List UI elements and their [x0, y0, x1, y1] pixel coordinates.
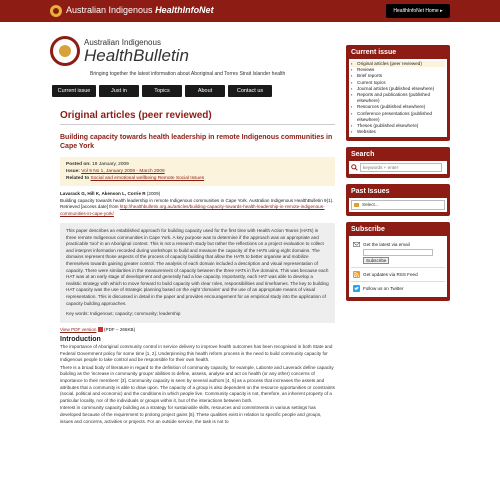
twitter-row[interactable]: [351, 282, 445, 295]
dropdown-icon: [354, 203, 359, 207]
rss-row[interactable]: [351, 268, 445, 282]
posted-label: Posted on:: [66, 162, 91, 167]
email-icon: [353, 241, 360, 248]
citation: [60, 191, 335, 217]
ci-item-journal-articles[interactable]: ▪ Journal articles (published elsewhere): [351, 86, 445, 92]
brand-line2: HealthBulletin: [84, 46, 189, 65]
issue-link[interactable]: Vol 9 No 1, January 2009 - March 2009: [81, 169, 165, 174]
ci-item-reviews[interactable]: ▪ Reviews: [351, 67, 445, 73]
subscribe-heading: Subscribe: [351, 226, 385, 234]
twitter-label: Follow us on Twitter: [363, 286, 404, 292]
ci-item-current-topics[interactable]: ▪ Current topics: [351, 80, 445, 86]
related-label: Related to: [66, 176, 90, 181]
search-heading: Search: [351, 151, 375, 159]
page-title: Original articles (peer reviewed): [60, 110, 335, 125]
search-icon[interactable]: [351, 164, 358, 171]
rss-icon: [353, 271, 360, 278]
site-title[interactable]: Australian Indigenous HealthInfoNet: [66, 5, 214, 15]
pdf-size: (PDF – 266KB): [104, 326, 136, 332]
bulletin-logo-icon: [50, 36, 80, 66]
citation-year: (2009): [146, 191, 161, 196]
pdf-link[interactable]: View PDF version: [60, 326, 97, 332]
article-meta: [60, 157, 335, 186]
current-issue-box: [346, 45, 450, 141]
email-subscribe-row: [351, 238, 445, 268]
main-nav: [52, 85, 272, 97]
current-issue-heading: Current issue: [351, 49, 397, 56]
ci-item-original-articles[interactable]: ▪ Original articles (peer reviewed): [351, 61, 445, 67]
healthinfonet-logo-icon[interactable]: [50, 5, 62, 17]
healthinfonet-home-button[interactable]: HealthInfoNet Home ▸: [386, 4, 450, 18]
search-input[interactable]: [360, 163, 442, 172]
nav-topics[interactable]: Topics: [142, 85, 182, 97]
subscribe-box: [346, 222, 450, 301]
ci-item-reports[interactable]: ▪ Reports and publications (published elsewhere): [351, 92, 445, 104]
keywords: Key words: Indigenous; capacity; community; leadership: [66, 311, 181, 317]
ci-item-resources[interactable]: ▪ Resources (published elsewhere): [351, 104, 445, 110]
citation-text: Building capacity towards health leadership in remote Indigenous communities in Cape York. Australian Indigenous HealthBulletin 9(1). Retrieved [access date] from: [60, 197, 334, 209]
issue-label: Issue:: [66, 169, 80, 174]
ci-item-theses[interactable]: ▪ Theses (published elsewhere): [351, 123, 445, 129]
intro-heading: Introduction: [60, 336, 101, 343]
rss-label: Get updates via RSS Feed: [363, 272, 418, 278]
citation-url-link[interactable]: http://healthbulletin.org.au/articles/building-capacity-towards-health-leadership-in-remote-indigenous-communities-in-cape-york/: [60, 204, 325, 216]
sidebar: [346, 45, 450, 307]
article-title: Building capacity towards health leadership in remote Indigenous communities in Cape York: [60, 134, 333, 150]
nav-contact-us[interactable]: Contact us: [228, 85, 272, 97]
current-issue-list: [351, 61, 445, 135]
top-bar: [0, 0, 500, 22]
tagline: Bringing together the latest information about Aboriginal and Torres Strait Islander health: [90, 71, 286, 77]
nav-current-issue[interactable]: Current issue: [52, 85, 96, 97]
brand-line1: Australian Indigenous: [84, 38, 161, 47]
abstract: [60, 223, 335, 323]
abstract-text: This paper describes an established approach for building capacity used for the first time with Health Action Teams (HATs) in three remote Indigenous communities in Cape York. A key purpose was to determine if the approach was an appropriate and practicable 'tool' in an Aboriginal context. This is not a research study but rather the reflections on a project evaluation to collect and interpret information recorded during workshops to build and measure the capacity of the HATs using eight domains. The domains represent those aspects of the process of capacity building that allow the HATs to better organise and mobilize themselves towards gaining greater control. The analysis of each domain included a description and visual representation of capacity. There were similarities in the measurement of capacity between the three HATs in five domains. This was because each HAT was at an early stage of development and generally had a low capacity. Importantly, each HAT was able to develop a realistic strategy with which to move forward to build capacity with clear roles, responsibilities and timeframes. The key to building HAT capacity was the use of strategic planning based on the eight 'domains' and the use of an appropriate means of visual representation. This is discussed in detail in the paper and provides encouragement for an empirical study into the application of capacity building approaches.: [66, 228, 329, 306]
nav-about[interactable]: About: [185, 85, 225, 97]
subscribe-button[interactable]: Subscribe: [363, 257, 389, 264]
email-label: Get the latest via email: [363, 242, 410, 248]
twitter-icon: [353, 285, 360, 292]
intro-paragraph: There is a broad body of literature in regard to the definition of community capacity, for example, Labonte and Laverack define capacity building as the 'increase in community groups' abilities to define, assess, analyse and act on health (or any other) concerns of importance to their members' [3]. Community capacity is seen by several authors [4, 5] as a process that increases the assets and attributes that a community is able to draw upon. The capacity of a group is also dependent on the resource opportunities or constraints (social, political and economic) and the conditions in which people live. Community capacity is not, therefore, an inherent property of a particular locality, nor of the individuals or groups within it, but of the interactions between both.: [60, 364, 335, 403]
past-issues-select[interactable]: [351, 200, 445, 210]
related-link[interactable]: Social and emotional wellbeing Remote Social Issues: [90, 176, 205, 181]
citation-authors: Lavarack G, Hill K, Akenson L, Corrie R: [60, 191, 146, 196]
past-issues-select-value: Select...: [362, 202, 379, 208]
ci-item-brief-reports[interactable]: ▪ Brief reports: [351, 73, 445, 79]
pdf-row: [60, 327, 335, 332]
intro-paragraph: Interest in community capacity building as a strategy for sustainable skills, resources and commitments in various settings has developed because of the requirement to prolong project gains [6]. These qualities exist in relation to specific people and groups, issues and concerns, activities or projects. For an outside service, the task is not to: [60, 405, 322, 424]
search-box: [346, 147, 450, 178]
main-content: [60, 110, 335, 425]
pdf-icon[interactable]: [98, 327, 103, 332]
past-issues-box: [346, 184, 450, 216]
nav-just-in[interactable]: Just in: [99, 85, 139, 97]
ci-item-websites[interactable]: ▪ Websites: [351, 129, 445, 135]
posted-date: 19 January, 2009: [92, 162, 129, 167]
email-field[interactable]: [363, 249, 433, 256]
intro-paragraph: The importance of Aboriginal community control in service delivery to improve health outcomes has been recognised in both State and Federal Government policy for some time [1, 2]. Underpinning this health reform process is the need to build community capacity for Indigenous people to take control and be responsible for their own health.: [60, 344, 333, 363]
ci-item-conference[interactable]: ▪ Conference presentations (published elsewhere): [351, 111, 445, 123]
past-issues-heading: Past Issues: [351, 188, 390, 196]
